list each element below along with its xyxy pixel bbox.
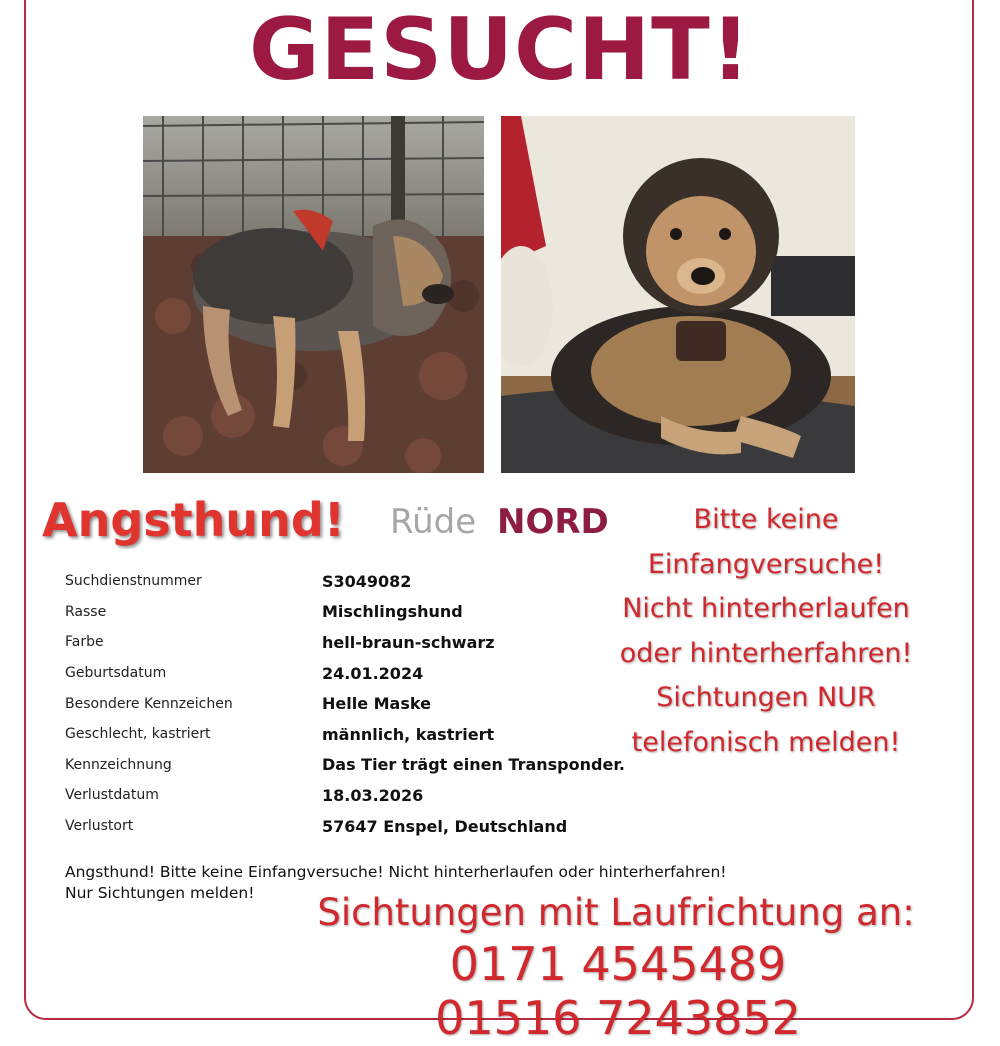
details-label: Kennzeichnung xyxy=(65,756,172,773)
details-value: Das Tier trägt einen Transponder. xyxy=(321,755,625,775)
details-row xyxy=(65,750,625,781)
details-value: S3049082 xyxy=(321,571,412,591)
details-row xyxy=(65,597,625,628)
details-row xyxy=(65,627,625,658)
details-label: Farbe xyxy=(65,634,104,651)
details-label: Geburtsdatum xyxy=(65,665,167,682)
details-value: 24.01.2024 xyxy=(321,663,424,683)
phone-number-2[interactable]: 01516 7243852 xyxy=(435,991,801,1045)
details-row xyxy=(65,688,625,719)
dog-standing-image xyxy=(143,116,484,473)
details-row xyxy=(65,719,625,750)
dog-name: NORD xyxy=(497,502,609,542)
details-value: 18.03.2026 xyxy=(321,785,424,805)
details-row xyxy=(65,658,625,689)
details-label: Rasse xyxy=(65,603,107,620)
details-table xyxy=(65,566,625,841)
details-value: Helle Maske xyxy=(321,694,431,714)
dog-photo-standing xyxy=(143,116,484,473)
warning-line: Nicht hinterherlaufen xyxy=(622,593,910,624)
alert-headline: Angsthund! xyxy=(42,493,345,547)
details-value: hell-braun-schwarz xyxy=(321,632,495,652)
details-label: Suchdienstnummer xyxy=(65,573,202,590)
details-value: männlich, kastriert xyxy=(321,724,495,744)
details-value: Mischlingshund xyxy=(321,602,463,622)
notice-line-2: Nur Sichtungen melden! xyxy=(65,884,255,902)
phone-number-1[interactable]: 0171 4545489 xyxy=(449,937,787,991)
details-row xyxy=(65,566,625,597)
dog-lying-image xyxy=(501,116,855,473)
warning-line: telefonisch melden! xyxy=(631,726,901,758)
contact-heading: Sichtungen mit Laufrichtung an: xyxy=(317,891,915,934)
details-label: Geschlecht, kastriert xyxy=(65,726,211,743)
warning-line: oder hinterherfahren! xyxy=(619,637,913,669)
details-value: 57647 Enspel, Deutschland xyxy=(321,816,568,836)
warning-line: Bitte keine xyxy=(693,504,839,535)
poster-title: GESUCHT! xyxy=(248,0,752,100)
details-label: Verlustort xyxy=(65,818,134,835)
details-label: Besondere Kennzeichen xyxy=(65,695,233,712)
dog-photo-lying xyxy=(501,116,855,473)
warning-text xyxy=(596,498,936,765)
dog-sex: Rüde xyxy=(390,502,477,542)
warning-line: Einfangversuche! xyxy=(647,548,885,580)
notice-line-1: Angsthund! Bitte keine Einfangversuche! Nicht hinterherlaufen oder hinterherfahren! xyxy=(65,863,727,881)
details-row xyxy=(65,780,625,811)
details-row xyxy=(65,811,625,842)
warning-line: Sichtungen NUR xyxy=(656,682,876,713)
details-label: Verlustdatum xyxy=(65,787,159,804)
